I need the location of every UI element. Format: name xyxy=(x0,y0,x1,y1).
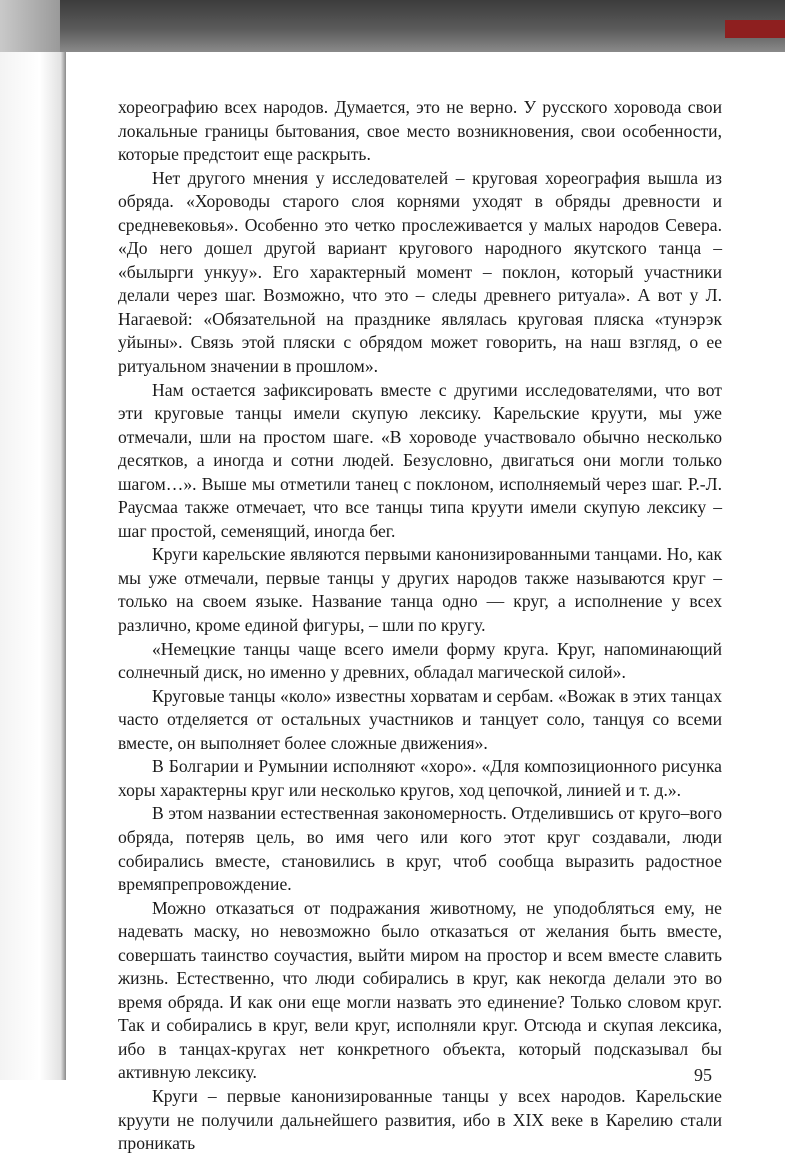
book-page xyxy=(66,52,785,1154)
paragraph: «Немецкие танцы чаще всего имели форму круга. Круг, напоминающий солнечный диск, но именно у древних, обладал магической силой». xyxy=(118,638,722,683)
paragraph: В этом названии естественная закономерность. Отделившись от круго–вого обряда, потеряв цель, во имя чего или кого этот круг создавали, люди собирались вместе, становились в круг, чтоб сообща выразить радостное времяпрепровождение. xyxy=(118,803,722,895)
paragraph: хореографию всех народов. Думается, это не верно. У русского хоровода свои локальные границы бытования, свое место возникновения, свои особенности, которые предстоит еще раскрыть. xyxy=(118,97,722,165)
page-text xyxy=(118,96,722,1156)
book-spine-shadow xyxy=(0,52,66,1080)
paragraph: Круги карельские являются первыми канонизированными танцами. Но, как мы уже отмечали, первые танцы у других народов также называются круг – только на своем языке. Название танца одно — круг, а исполнение у всех различно, кроме единой фигуры, – шли по кругу. xyxy=(118,544,722,636)
scan-top-red-accent xyxy=(725,20,785,38)
paragraph: Нам остается зафиксировать вместе с другими исследователями, что вот эти круговые танцы имели скупую лексику. Карельские круути, мы уже отмечали, шли на простом шаге. «В хороводе участвовало обычно несколько десятков, а иногда и сотни людей. Безусловно, двигаться они могли только шагом…». Выше мы отметили танец с поклоном, исполняемый через шаг. Р.-Л. Раусмаа также отмечает, что все танцы типа круути имели скупую лексику – шаг простой, семенящий, иногда бег. xyxy=(118,379,722,541)
scan-top-light-area xyxy=(0,0,60,52)
paragraph: Круговые танцы «коло» известны хорватам и сербам. «Вожак в этих танцах часто отделяется от остальных участников и танцует соло, танцуя со всеми вместе, он выполняет более сложные движения». xyxy=(118,685,722,753)
scan-top-border xyxy=(0,0,785,52)
paragraph: Круги – первые канонизированные танцы у всех народов. Карельские круути не получили дальнейшего развития, ибо в XIX веке в Карелию стали проникать xyxy=(118,1085,722,1154)
page-number: 95 xyxy=(694,1065,712,1085)
paragraph: Нет другого мнения у исследователей – круговая хореография вышла из обряда. «Хороводы старого слоя корнями уходят в обряды древности и средневековья». Особенно это четко прослеживается у малых народов Севера. «До него дошел другой вариант кругового народного якутского танца – «былырги ункуу». Его характерный момент – поклон, который участники делали через шаг. Возможно, что это – следы древнего ритуала». А вот у Л. Нагаевой: «Обязательной на празднике являлась круговая пляска «тунэрэк уйыны». Связь этой пляски с обрядом может говорить, на наш взгляд, о ее ритуальном значении в прошлом». xyxy=(118,167,722,377)
paragraph: Можно отказаться от подражания животному, не уподобляться ему, не надевать маску, но невозможно было отказаться от желания быть вместе, совершать таинство соучастия, выйти миром на простор и всем вместе славить жизнь. Естественно, что люди собирались в круг, как некогда делали это во время обряда. И как они еще могли назвать это единение? Только словом круг. Так и собирались в круг, вели круг, исполняли круг. Отсюда и скупая лексика, ибо в танцах-кругах нет конкретного объекта, который подсказывал бы активную лексику. xyxy=(118,897,722,1083)
paragraph: В Болгарии и Румынии исполняют «хоро». «Для композиционного рисунка хоры характерны круг или несколько кругов, ход цепочкой, линией и т. д.». xyxy=(118,756,722,800)
